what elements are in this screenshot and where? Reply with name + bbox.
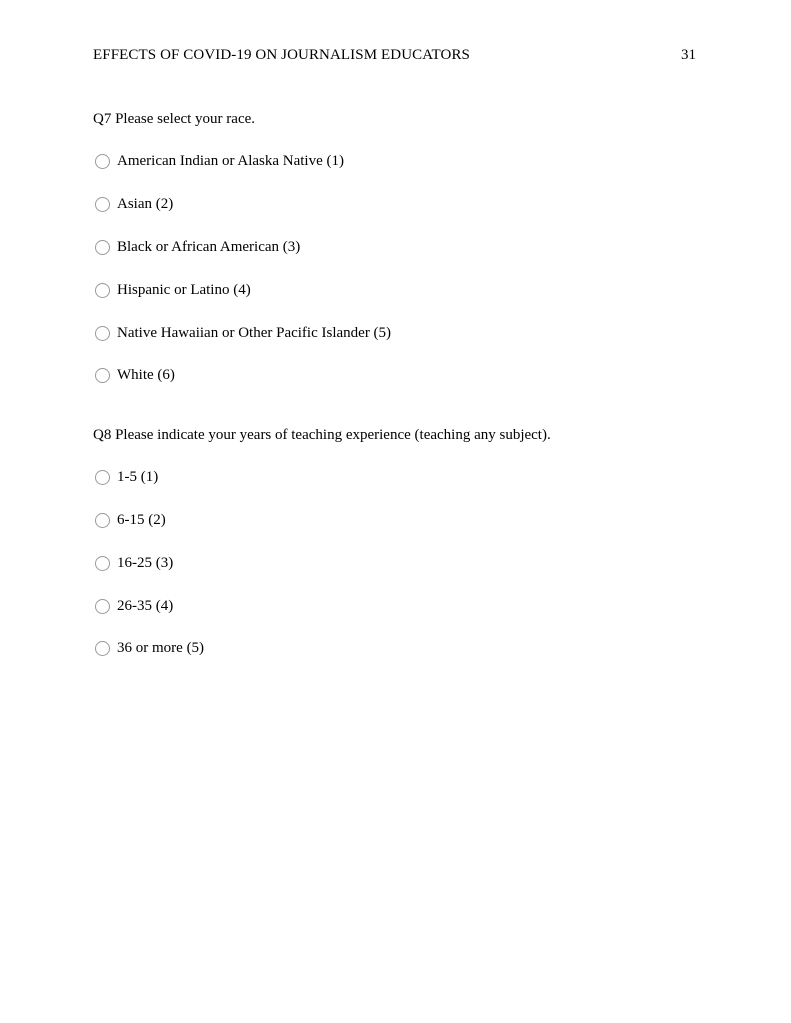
option-label: Hispanic or Latino (4) bbox=[117, 282, 251, 298]
q8-option-3[interactable] bbox=[95, 553, 173, 573]
option-label: White (6) bbox=[117, 367, 175, 383]
q8-option-5[interactable] bbox=[95, 638, 204, 658]
q8-option-2[interactable] bbox=[95, 510, 166, 530]
q8-prompt: Q8 Please indicate your years of teaching experience (teaching any subject). bbox=[93, 427, 551, 443]
radio-button-icon[interactable] bbox=[95, 556, 110, 571]
option-label: 1-5 (1) bbox=[117, 469, 159, 485]
radio-button-icon[interactable] bbox=[95, 240, 110, 255]
option-label: Native Hawaiian or Other Pacific Islander (5) bbox=[117, 325, 392, 341]
radio-button-icon[interactable] bbox=[95, 154, 110, 169]
option-label: 6-15 (2) bbox=[117, 512, 166, 528]
radio-button-icon[interactable] bbox=[95, 197, 110, 212]
q7-prompt: Q7 Please select your race. bbox=[93, 111, 256, 127]
q8-option-4[interactable] bbox=[95, 596, 173, 616]
radio-button-icon[interactable] bbox=[95, 599, 110, 614]
option-label: 26-35 (4) bbox=[117, 598, 174, 614]
radio-button-icon[interactable] bbox=[95, 326, 110, 341]
q7-option-4[interactable] bbox=[95, 280, 251, 300]
radio-button-icon[interactable] bbox=[95, 368, 110, 383]
q7-option-5[interactable] bbox=[95, 323, 391, 343]
page-number: 31 bbox=[681, 47, 696, 63]
option-label: Black or African American (3) bbox=[117, 239, 301, 255]
radio-button-icon[interactable] bbox=[95, 283, 110, 298]
option-label: American Indian or Alaska Native (1) bbox=[117, 153, 344, 169]
q7-option-1[interactable] bbox=[95, 151, 344, 171]
option-label: 36 or more (5) bbox=[117, 640, 205, 656]
q7-option-2[interactable] bbox=[95, 194, 173, 214]
radio-button-icon[interactable] bbox=[95, 470, 110, 485]
q7-option-3[interactable] bbox=[95, 237, 300, 257]
option-label: Asian (2) bbox=[117, 196, 174, 212]
running-head: EFFECTS OF COVID-19 ON JOURNALISM EDUCATORS bbox=[93, 47, 470, 63]
q8-option-1[interactable] bbox=[95, 467, 158, 487]
option-label: 16-25 (3) bbox=[117, 555, 174, 571]
radio-button-icon[interactable] bbox=[95, 641, 110, 656]
radio-button-icon[interactable] bbox=[95, 513, 110, 528]
q7-option-6[interactable] bbox=[95, 365, 175, 385]
